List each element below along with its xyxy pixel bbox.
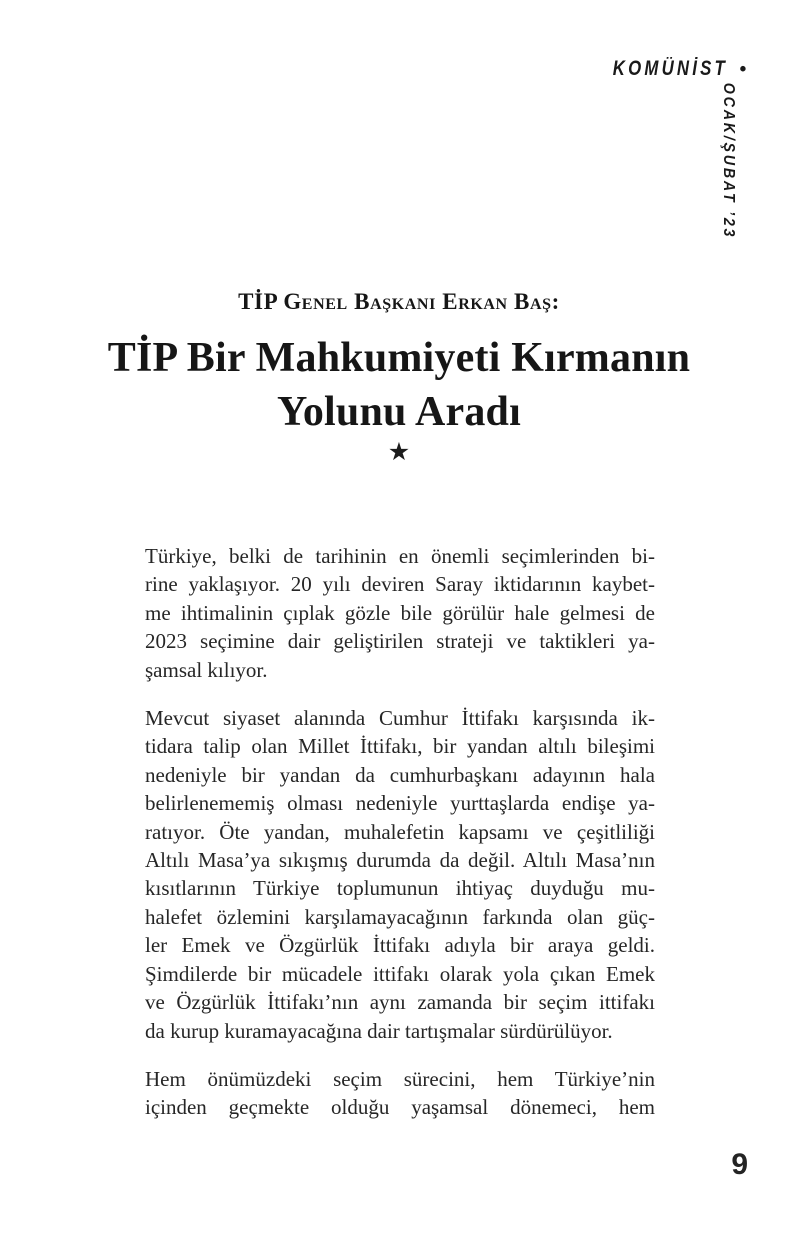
text-line: Hem önümüzdeki seçim sürecini, hem Türkiye’nin xyxy=(145,1066,655,1091)
article-title-line-1: TİP Bir Mahkumiyeti Kırmanın xyxy=(107,335,691,381)
text-line: kısıtlarının Türkiye toplumunun ihtiyaç duyduğu mu- xyxy=(145,876,655,901)
text-line: Şimdilerde bir mücadele ittifakı olarak yola çıkan Emek xyxy=(145,961,655,986)
text-line: ler Emek ve Özgürlük İttifakı adıyla bir araya geldi. xyxy=(145,933,655,958)
article-title xyxy=(0,331,798,439)
page-number: 9 xyxy=(731,1148,748,1181)
bullet-icon: • xyxy=(739,58,746,80)
text-line: tidara talip olan Millet İttifakı, bir yandan altılı bileşimi xyxy=(145,734,655,759)
issue-date-vertical: OCAK/ŞUBAT ’23 xyxy=(720,82,737,240)
text-line: nedeniyle bir yandan da cumhurbaşkanı adayının hala xyxy=(145,762,655,787)
paragraph xyxy=(145,704,655,1045)
text-line: belirlenememiş olması nedeniyle yurttaşlarda endişe ya- xyxy=(145,791,655,816)
paragraph xyxy=(145,542,655,684)
text-line: 2023 seçimine dair geliştirilen strateji ve taktikleri ya- xyxy=(145,629,655,654)
article-body xyxy=(145,542,655,1122)
text-line: da kurup kuramayacağına dair tartışmalar sürdürülüyor. xyxy=(145,1018,613,1043)
text-line: halefet özlemini karşılamayacağının farkında olan güç- xyxy=(145,904,655,929)
text-line: ve Özgürlük İttifakı’nın aynı zamanda bir seçim ittifakı xyxy=(145,990,655,1015)
text-line: Altılı Masa’ya sıkışmış durumda da değil. Altılı Masa’nın xyxy=(145,848,655,873)
masthead-title: KOMÜNİST xyxy=(613,57,729,80)
text-line: şamsal kılıyor. xyxy=(145,657,268,682)
text-line: me ihtimalinin çıplak gözle bile görülür hale gelmesi de xyxy=(145,600,655,625)
text-line: Mevcut siyaset alanında Cumhur İttifakı karşısında ik- xyxy=(145,706,655,731)
star-divider-icon: ★ xyxy=(387,439,411,466)
text-line: içinden geçmekte olduğu yaşamsal dönemeci, hem xyxy=(145,1095,655,1120)
article-kicker: TİP Genel Başkanı Erkan Baş: xyxy=(238,289,560,314)
paragraph xyxy=(145,1065,655,1122)
text-line: ratıyor. Öte yandan, muhalefetin kapsamı ve çeşitliliği xyxy=(145,819,655,844)
text-line: Türkiye, belki de tarihinin en önemli seçimlerinden bi- xyxy=(145,544,655,568)
article-title-line-2: Yolunu Aradı xyxy=(276,389,521,435)
text-line: rine yaklaşıyor. 20 yılı deviren Saray iktidarının kaybet- xyxy=(145,572,655,597)
masthead xyxy=(584,57,746,81)
